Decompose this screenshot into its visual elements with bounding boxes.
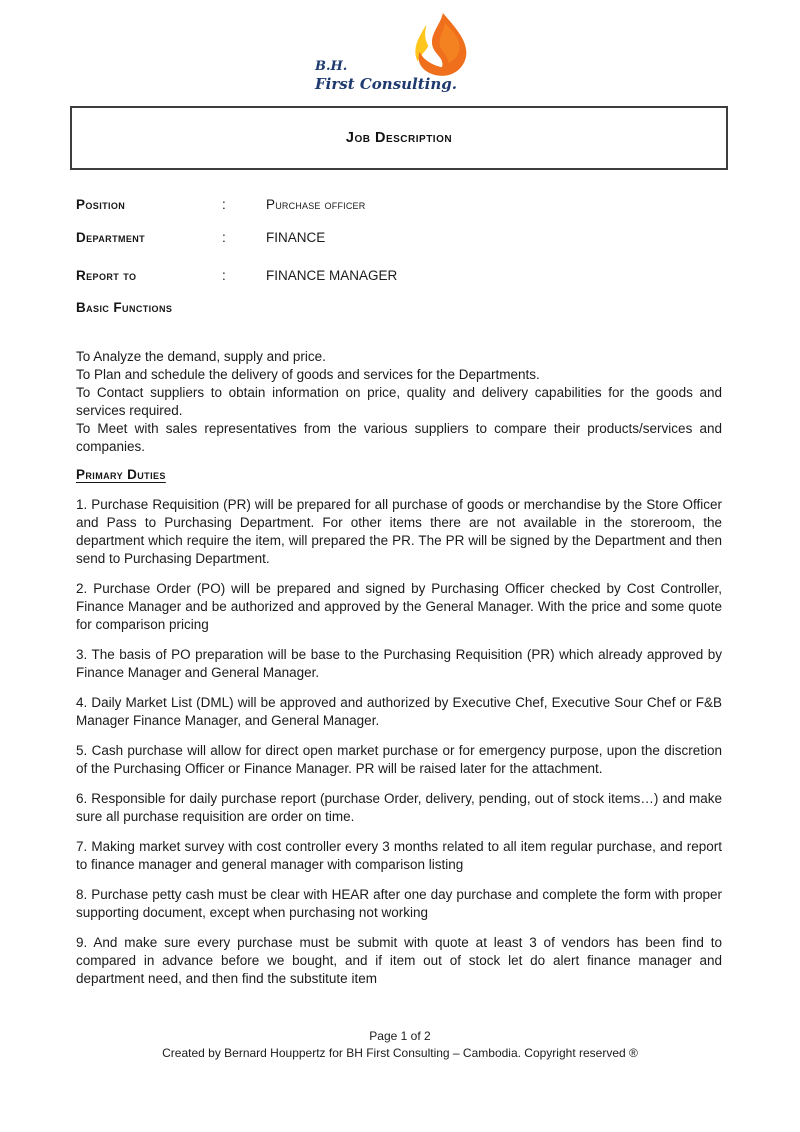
primary-duties-list	[76, 496, 722, 988]
report-to-separator: :	[222, 268, 226, 283]
info-row-position	[76, 195, 722, 214]
position-separator: :	[222, 197, 226, 212]
duty-item-4: 4. Daily Market List (DML) will be approved and authorized by Executive Chef, Executive Sour Chef or F&B Manager Finance Manager, and General Manager.	[76, 695, 722, 728]
basic-function-item: To Meet with sales representatives from the various suppliers to compare their products/services and companies.	[76, 421, 722, 454]
duty-item-3: 3. The basis of PO preparation will be base to the Purchasing Requisition (PR) which already approved by Finance Manager and General Manager.	[76, 647, 722, 680]
primary-duties-heading: Primary Duties	[76, 467, 166, 482]
duty-item-8: 8. Purchase petty cash must be clear with HEAR after one day purchase and complete the form with proper supporting document, except when purchasing not working	[76, 887, 722, 920]
company-logo	[0, 0, 800, 93]
basic-function-item: To Analyze the demand, supply and price.	[76, 349, 326, 364]
department-label: Department	[76, 230, 146, 245]
basic-functions-heading: Basic Functions	[76, 300, 173, 315]
duty-item-1: 1. Purchase Requisition (PR) will be prepared for all purchase of goods or merchandise by the Store Officer and Pass to Purchasing Department. For other items there are not available in the storeroom, the department which require the item, will prepared the PR. The PR will be signed by the Department and then send to Purchasing Department.	[76, 497, 722, 566]
report-to-label: Report to	[76, 268, 137, 283]
duty-item-7: 7. Making market survey with cost controller every 3 months related to all item regular purchase, and report to finance manager and general manager with comparison listing	[76, 839, 722, 872]
logo-wordmark	[315, 59, 457, 93]
basic-functions-list	[76, 348, 722, 456]
info-row-department	[76, 228, 722, 247]
duty-item-9: 9. And make sure every purchase must be submit with quote at least 3 of vendors has been find to compared in advance before we bought, and if item out of stock let do alert finance manager and department need, and then find the substitute item	[76, 935, 722, 986]
logo-company-name: First Consulting.	[315, 74, 457, 93]
document-title: Job Description	[345, 130, 453, 146]
department-separator: :	[222, 230, 226, 245]
position-label: Position	[76, 197, 126, 212]
duty-item-6: 6. Responsible for daily purchase report (purchase Order, delivery, pending, out of stock items…) and make sure all purchase requisition are order on time.	[76, 791, 722, 824]
page-footer	[0, 1028, 800, 1062]
basic-function-item: To Plan and schedule the delivery of goods and services for the Departments.	[76, 367, 540, 382]
page-number: Page 1 of 2	[369, 1029, 431, 1043]
report-to-value: FINANCE MANAGER	[266, 268, 398, 283]
info-table	[76, 195, 722, 285]
title-box	[70, 106, 728, 170]
info-row-report-to	[76, 266, 722, 285]
duty-item-2: 2. Purchase Order (PO) will be prepared and signed by Purchasing Officer checked by Cost Controller, Finance Manager and be authorized and approved by the General Manager. With the price and some quote for comparison pricing	[76, 581, 722, 632]
department-value: FINANCE	[266, 230, 326, 245]
duty-item-5: 5. Cash purchase will allow for direct open market purchase or for emergency purpose, upon the discretion of the Purchasing Officer or Finance Manager. PR will be raised later for the attachment.	[76, 743, 722, 776]
logo-initials: B.H.	[315, 58, 348, 74]
footer-credit: Created by Bernard Houppertz for BH First Consulting – Cambodia. Copyright reserved ®	[162, 1046, 638, 1060]
position-value: Purchase officer	[266, 197, 366, 212]
basic-function-item: To Contact suppliers to obtain information on price, quality and delivery capabilities for the goods and services required.	[76, 385, 722, 418]
